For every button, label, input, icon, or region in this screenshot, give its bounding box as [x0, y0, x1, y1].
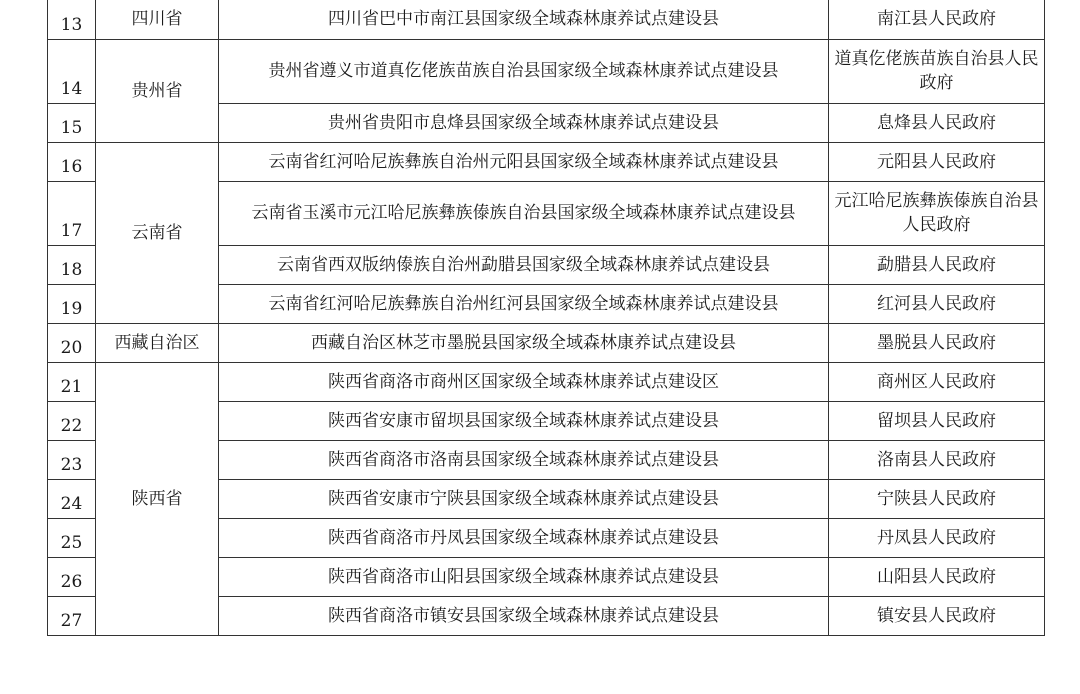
table-row — [48, 142, 1045, 181]
province-cell: 云南省 — [96, 142, 219, 323]
responsible-unit-cell: 勐腊县人民政府 — [829, 245, 1045, 284]
province-cell: 陕西省 — [96, 362, 219, 635]
row-number: 22 — [48, 401, 96, 440]
row-number: 26 — [48, 557, 96, 596]
row-number: 27 — [48, 596, 96, 635]
county-name-cell: 陕西省商洛市洛南县国家级全域森林康养试点建设县 — [219, 440, 829, 479]
table-row — [48, 323, 1045, 362]
responsible-unit-cell: 留坝县人民政府 — [829, 401, 1045, 440]
county-name-cell: 陕西省商洛市商州区国家级全域森林康养试点建设区 — [219, 362, 829, 401]
county-name-cell: 西藏自治区林芝市墨脱县国家级全域森林康养试点建设县 — [219, 323, 829, 362]
county-name-cell: 陕西省安康市留坝县国家级全域森林康养试点建设县 — [219, 401, 829, 440]
table-row — [48, 39, 1045, 103]
county-name-cell: 云南省红河哈尼族彝族自治州元阳县国家级全域森林康养试点建设县 — [219, 142, 829, 181]
county-name-cell: 云南省红河哈尼族彝族自治州红河县国家级全域森林康养试点建设县 — [219, 284, 829, 323]
responsible-unit-cell: 墨脱县人民政府 — [829, 323, 1045, 362]
responsible-unit-cell: 南江县人民政府 — [829, 0, 1045, 39]
row-number: 21 — [48, 362, 96, 401]
table-row — [48, 362, 1045, 401]
row-number: 14 — [48, 39, 96, 103]
row-number: 17 — [48, 181, 96, 245]
county-name-cell: 四川省巴中市南江县国家级全域森林康养试点建设县 — [219, 0, 829, 39]
responsible-unit-cell: 红河县人民政府 — [829, 284, 1045, 323]
county-name-cell: 贵州省贵阳市息烽县国家级全域森林康养试点建设县 — [219, 103, 829, 142]
row-number: 16 — [48, 142, 96, 181]
county-name-cell: 贵州省遵义市道真仡佬族苗族自治县国家级全域森林康养试点建设县 — [219, 39, 829, 103]
responsible-unit-cell: 丹凤县人民政府 — [829, 518, 1045, 557]
row-number: 18 — [48, 245, 96, 284]
row-number: 19 — [48, 284, 96, 323]
province-cell: 贵州省 — [96, 39, 219, 142]
county-name-cell: 陕西省商洛市镇安县国家级全域森林康养试点建设县 — [219, 596, 829, 635]
pilot-county-table — [47, 0, 1045, 636]
county-name-cell: 陕西省商洛市山阳县国家级全域森林康养试点建设县 — [219, 557, 829, 596]
responsible-unit-cell: 元江哈尼族彝族傣族自治县人民政府 — [829, 181, 1045, 245]
responsible-unit-cell: 息烽县人民政府 — [829, 103, 1045, 142]
county-name-cell: 云南省玉溪市元江哈尼族彝族傣族自治县国家级全域森林康养试点建设县 — [219, 181, 829, 245]
responsible-unit-cell: 商州区人民政府 — [829, 362, 1045, 401]
county-name-cell: 陕西省商洛市丹凤县国家级全域森林康养试点建设县 — [219, 518, 829, 557]
row-number: 24 — [48, 479, 96, 518]
province-cell: 四川省 — [96, 0, 219, 39]
table-row — [48, 0, 1045, 39]
responsible-unit-cell: 镇安县人民政府 — [829, 596, 1045, 635]
responsible-unit-cell: 山阳县人民政府 — [829, 557, 1045, 596]
county-name-cell: 云南省西双版纳傣族自治州勐腊县国家级全域森林康养试点建设县 — [219, 245, 829, 284]
row-number: 15 — [48, 103, 96, 142]
row-number: 13 — [48, 0, 96, 39]
responsible-unit-cell: 道真仡佬族苗族自治县人民政府 — [829, 39, 1045, 103]
row-number: 20 — [48, 323, 96, 362]
responsible-unit-cell: 洛南县人民政府 — [829, 440, 1045, 479]
row-number: 23 — [48, 440, 96, 479]
row-number: 25 — [48, 518, 96, 557]
province-cell: 西藏自治区 — [96, 323, 219, 362]
responsible-unit-cell: 宁陕县人民政府 — [829, 479, 1045, 518]
county-name-cell: 陕西省安康市宁陕县国家级全域森林康养试点建设县 — [219, 479, 829, 518]
responsible-unit-cell: 元阳县人民政府 — [829, 142, 1045, 181]
